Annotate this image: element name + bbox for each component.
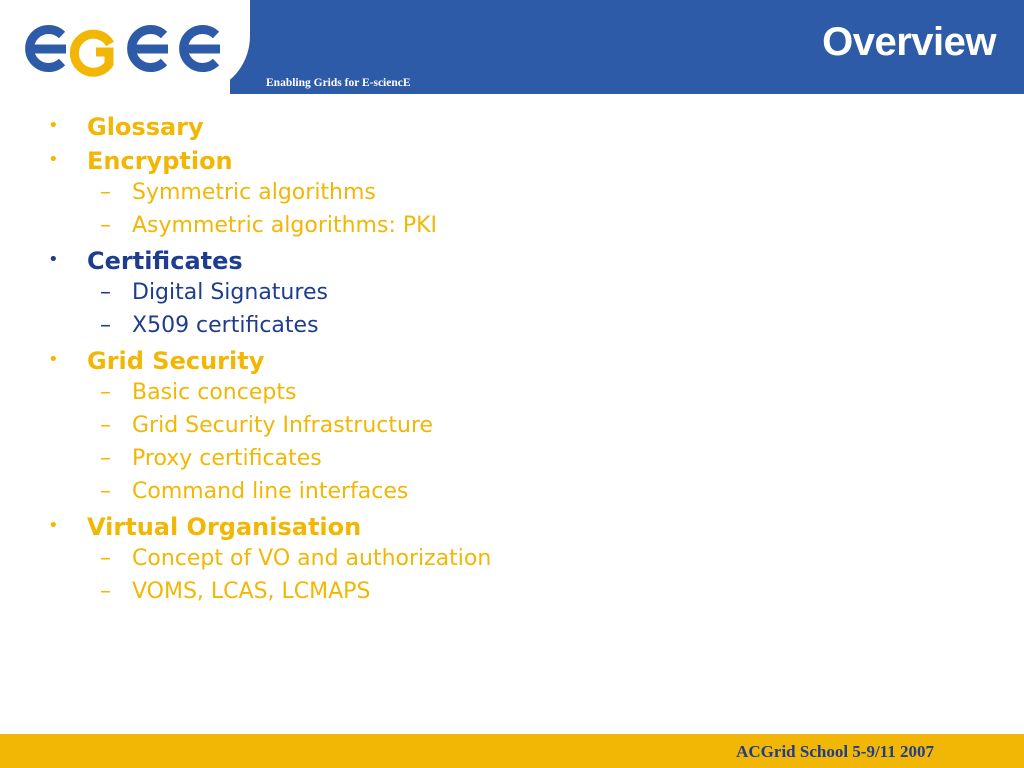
- subitem-label: Asymmetric algorithms: PKI: [132, 213, 438, 238]
- bullet-marker: •: [48, 515, 59, 536]
- dash-marker: –: [100, 413, 111, 438]
- subitem-label: Proxy certificates: [132, 446, 322, 471]
- logo-area: [0, 0, 250, 94]
- slide-title: Overview: [822, 20, 996, 64]
- tagline: Enabling Grids for E-sciencE: [266, 77, 411, 89]
- bullet-marker: •: [48, 249, 59, 270]
- subitem-label: Digital Signatures: [132, 280, 328, 305]
- dash-marker: –: [100, 446, 111, 471]
- dash-marker: –: [100, 479, 111, 504]
- section-heading: Grid Security: [87, 347, 265, 375]
- subitem-label: VOMS, LCAS, LCMAPS: [132, 579, 371, 604]
- subitem-label: Basic concepts: [132, 380, 297, 405]
- dash-marker: –: [100, 380, 111, 405]
- section-heading: Certificates: [87, 247, 243, 275]
- bullet-marker: •: [48, 349, 59, 370]
- footer-text: ACGrid School 5-9/11 2007: [736, 742, 934, 761]
- subitem-label: Concept of VO and authorization: [132, 546, 492, 571]
- dash-marker: –: [100, 280, 111, 305]
- subitem-label: Symmetric algorithms: [132, 180, 376, 205]
- egee-logo: [10, 12, 240, 84]
- subitem-label: Command line interfaces: [132, 479, 409, 504]
- dash-marker: –: [100, 579, 111, 604]
- subitem-label: X509 certificates: [132, 313, 319, 338]
- dash-marker: –: [100, 180, 111, 205]
- subitem-label: Grid Security Infrastructure: [132, 413, 434, 438]
- section-heading: Virtual Organisation: [87, 513, 362, 541]
- dash-marker: –: [100, 313, 111, 338]
- bullet-marker: •: [48, 115, 59, 136]
- dash-marker: –: [100, 213, 111, 238]
- section-heading: Glossary: [87, 113, 204, 141]
- section-heading: Encryption: [87, 147, 233, 175]
- bullet-marker: •: [48, 149, 59, 170]
- dash-marker: –: [100, 546, 111, 571]
- footer-bar: [0, 734, 1024, 768]
